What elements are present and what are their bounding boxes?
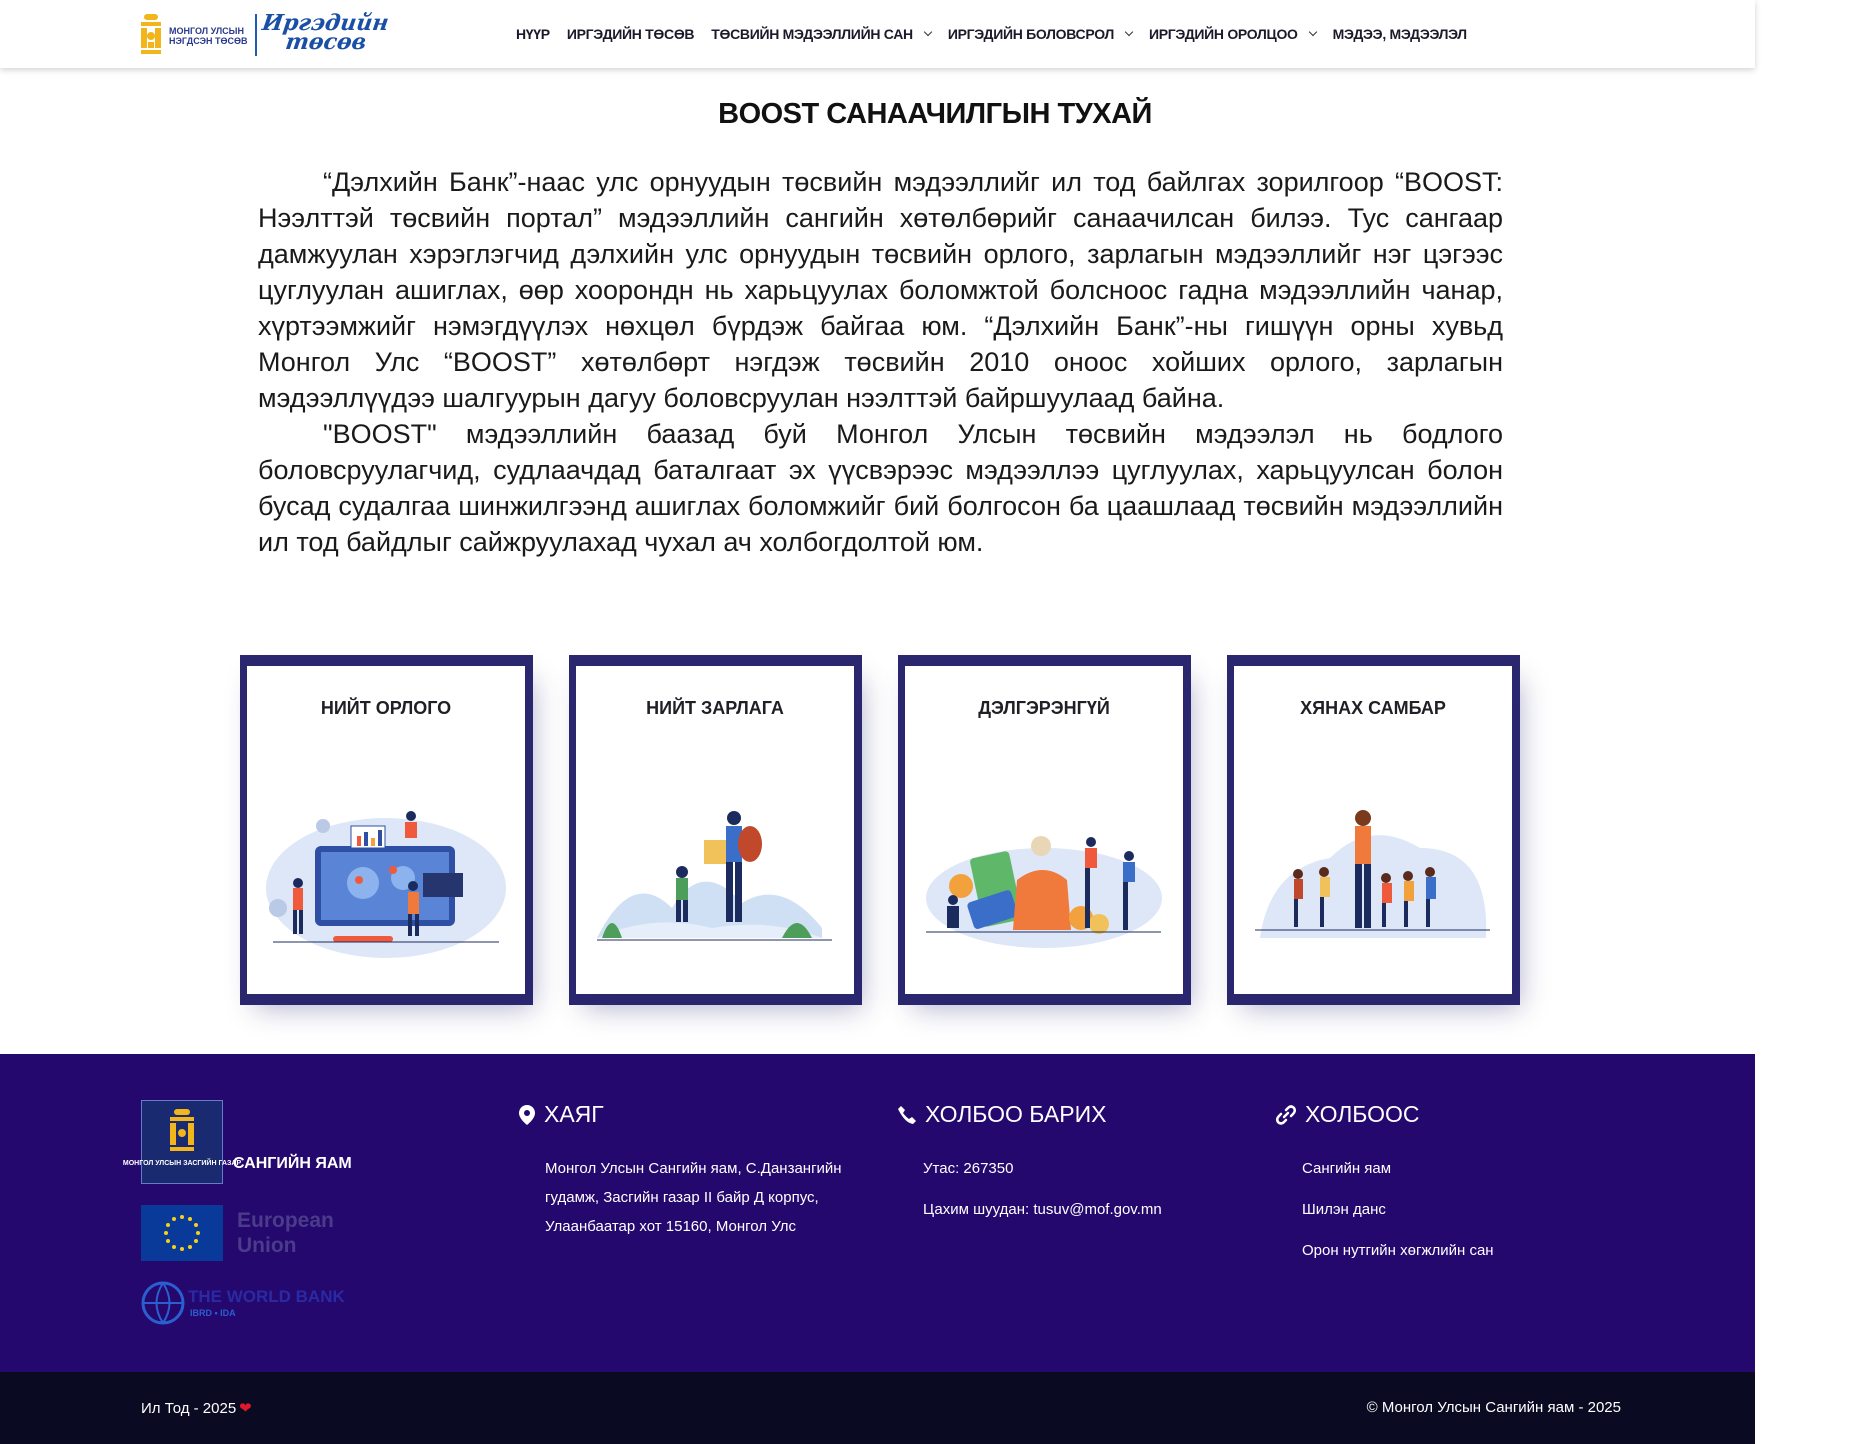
logo-divider bbox=[255, 14, 257, 56]
nav-citizens-budget[interactable]: ИРГЭДИЙН ТӨСӨВ bbox=[566, 26, 695, 42]
card-body[interactable] bbox=[576, 666, 854, 994]
article-paragraph: "BOOST" мэдээллийн баазад буй Монгол Улсын төсвийн мэдээлэл нь бодлого боловсруулагчид, судлаачдад баталгаат эх үүсвэрээс мэдээллээ цуглуулах, харьцуулсан болон бусад судалгаа шинжилгээнд ашиглах боломжийг бий болгосон ба цаашлаад төсвийн мэдээллийн ил тод байдлыг сайжруулахад чухал ач холбогдолтой юм. bbox=[258, 419, 1503, 557]
eu-logo-text: European Union bbox=[237, 1209, 334, 1257]
soyombo-emblem-icon bbox=[122, 1101, 242, 1183]
card-dashboard[interactable] bbox=[1227, 655, 1520, 1005]
soyombo-emblem-icon bbox=[139, 14, 163, 56]
card-total-revenue[interactable] bbox=[240, 655, 533, 1005]
copyright-left: Ил Тод - 2025 ❤ bbox=[141, 1400, 252, 1417]
article-paragraph: “Дэлхийн Банк”-наас улс орнуудын төсвийн мэдээллийг ил тод байлгах зорилгоор “BOOST: Нээлттэй төсвийн портал” мэдээллийн сангийн хөтөлбөрийг санаачилсан билээ. Тус сангаар дамжуулан хэрэглэгчид дэлхийн улс орнуудын төсвийн орлого, зарлагын мэдээллийг нэг цэгээс цуглуулан ашиглах, өөр хоорондн нь харьцуулах боломжтой болсноос гадна мэдээллийн чанар, хүртээмжийг нэмэгдүүлэх нөхцөл бүрдэж байгаа юм. “Дэлхийн Банк”-ны гишүүн орны хувьд Монгол Улс “BOOST” хөтөлбөрт нэгдэж төсвийн 2010 оноос хойших орлого, зарлагын мэдээллүүдээ шалгуурын дагуу боловсруулан нээлттэй байршуулаад байна. bbox=[258, 167, 1503, 413]
logo-gov-text: МОНГОЛ УЛСЫН НЭГДСЭН ТӨСӨВ bbox=[169, 26, 248, 46]
nav-citizens-participation[interactable]: ИРГЭДИЙН ОРОЛЦОО bbox=[1149, 26, 1316, 42]
footer-link-ministry[interactable]: Сангийн яам bbox=[1302, 1160, 1392, 1177]
logo-brand-text: Иргэдийн төсөв bbox=[260, 10, 391, 55]
map-pin-icon bbox=[518, 1104, 536, 1126]
nav-budget-database[interactable]: ТӨСВИЙН МЭДЭЭЛЛИЙН САН bbox=[711, 26, 931, 42]
card-body[interactable] bbox=[247, 666, 525, 994]
card-title: НИЙТ ОРЛОГО bbox=[320, 698, 452, 718]
money-finance-illustration-icon bbox=[921, 808, 1167, 958]
ministry-logo[interactable] bbox=[122, 1100, 242, 1184]
copyright-right: © Монгол Улсын Сангийн яам - 2025 bbox=[1366, 1399, 1621, 1416]
heart-icon: ❤ bbox=[239, 1400, 252, 1417]
eu-flag-icon bbox=[141, 1205, 223, 1261]
footer-link-glass-account[interactable]: Шилэн данс bbox=[1302, 1201, 1386, 1218]
world-bank-sub: IBRD • IDA bbox=[190, 1308, 236, 1318]
nav-citizens-education[interactable]: ИРГЭДИЙН БОЛОВСРОЛ bbox=[948, 26, 1132, 42]
nav-news[interactable]: МЭДЭЭ, МЭДЭЭЛЭЛ bbox=[1332, 26, 1467, 42]
card-title: ХЯНАХ САМБАР bbox=[1300, 698, 1446, 718]
article-body bbox=[258, 164, 1503, 560]
world-bank-globe-icon bbox=[140, 1280, 186, 1326]
teacher-children-illustration-icon bbox=[1250, 808, 1496, 958]
card-total-expenditure[interactable] bbox=[569, 655, 862, 1005]
contact-email[interactable]: Цахим шуудан: tusuv@mof.gov.mn bbox=[923, 1201, 1162, 1218]
card-body[interactable] bbox=[1234, 666, 1512, 994]
world-bank-name: THE WORLD BANK bbox=[188, 1287, 345, 1306]
nav-home[interactable]: НҮҮР bbox=[516, 26, 550, 42]
address-text: Монгол Улсын Сангийн яам, С.Данзангийн гудамж, Засгийн газар II байр Д корпус, Улаанбаатар хот 15160, Монгол Улс bbox=[545, 1160, 842, 1235]
link-icon bbox=[1275, 1104, 1297, 1126]
chevron-down-icon bbox=[1125, 28, 1133, 36]
bottom-bar bbox=[0, 1372, 1755, 1444]
card-title: НИЙТ ЗАРЛАГА bbox=[646, 698, 784, 718]
address-heading: ХАЯГ bbox=[518, 1101, 604, 1128]
data-analytics-illustration-icon bbox=[263, 808, 509, 958]
footer-link-local-dev-fund[interactable]: Орон нутгийн хөгжлийн сан bbox=[1302, 1242, 1494, 1259]
chevron-down-icon bbox=[1308, 28, 1316, 36]
ministry-logo-caption: МОНГОЛ УЛСЫН ЗАСГИЙН ГАЗАР bbox=[122, 1160, 242, 1167]
hiking-family-illustration-icon bbox=[592, 808, 838, 958]
card-body[interactable] bbox=[905, 666, 1183, 994]
phone-icon bbox=[897, 1105, 917, 1125]
links-heading: ХОЛБООС bbox=[1275, 1101, 1420, 1128]
footer bbox=[0, 1054, 1755, 1372]
main-nav bbox=[516, 0, 1484, 68]
page-title: BOOST САНААЧИЛГЫН ТУХАЙ bbox=[718, 98, 1152, 130]
card-title: ДЭЛГЭРЭНГҮЙ bbox=[978, 698, 1110, 718]
top-header bbox=[0, 0, 1755, 68]
card-details[interactable] bbox=[898, 655, 1191, 1005]
chevron-down-icon bbox=[924, 28, 932, 36]
contact-heading: ХОЛБОО БАРИХ bbox=[897, 1101, 1106, 1128]
ministry-name: САНГИЙН ЯАМ bbox=[233, 1155, 352, 1172]
contact-phone: Утас: 267350 bbox=[923, 1160, 1014, 1177]
site-logo[interactable] bbox=[139, 10, 391, 58]
